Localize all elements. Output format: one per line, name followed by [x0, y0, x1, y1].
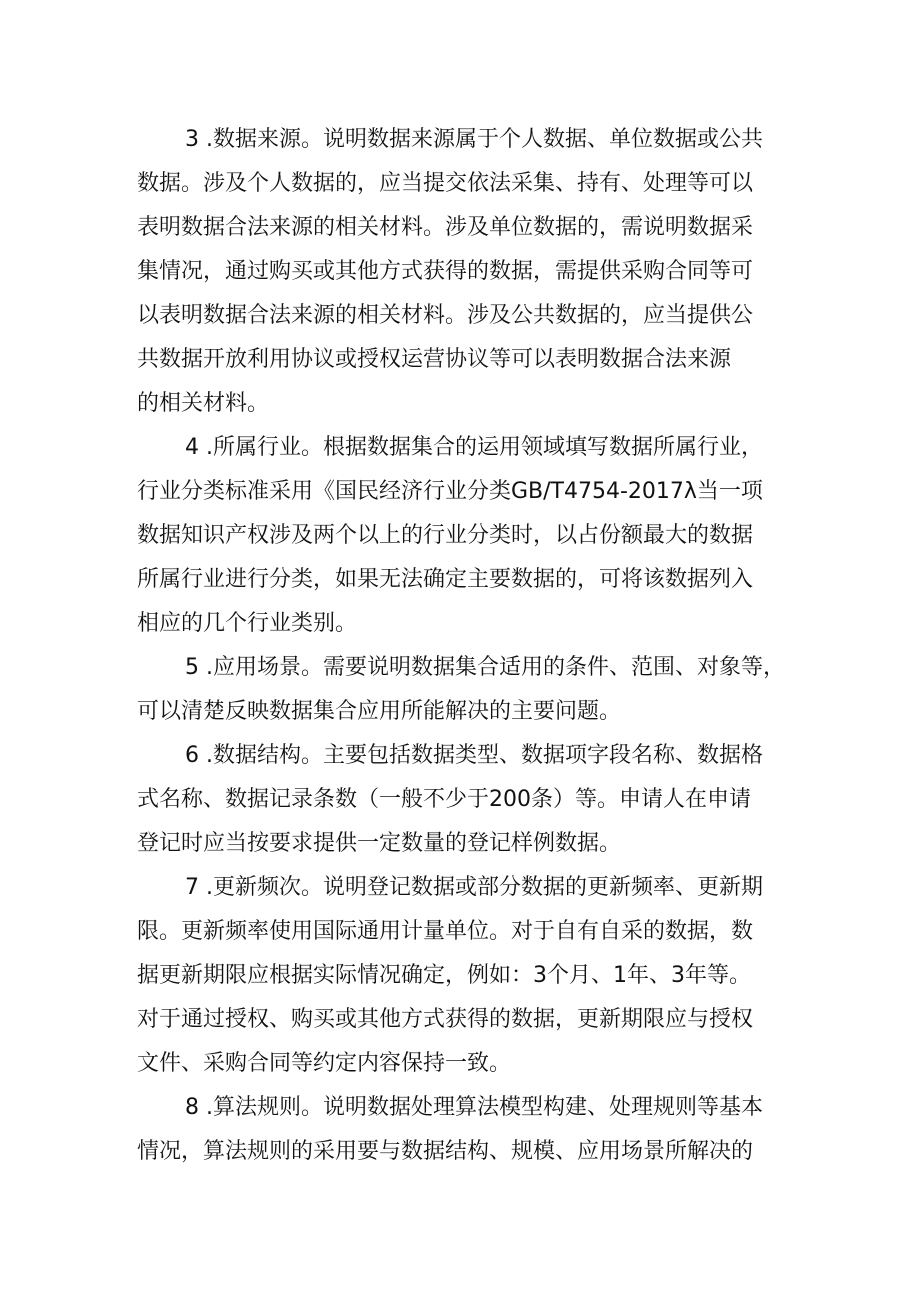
text-line: 表明数据合法来源的相关材料。涉及单位数据的，需说明数据采 [137, 215, 754, 240]
text-line: 的相关材料。 [137, 391, 270, 416]
paragraph [137, 646, 792, 734]
text-line: 可以清楚反映数据集合应用所能解决的主要问题。 [137, 699, 622, 724]
text-line: 对于通过授权、购买或其他方式获得的数据，更新期限应与授权 [137, 1007, 754, 1032]
text-line: 情况，算法规则的采用要与数据结构、规模、应用场景所解决的 [137, 1139, 754, 1164]
paragraph [137, 426, 792, 646]
paragraph [137, 1086, 792, 1174]
text-line: 式名称、数据记录条数（一般不少于200条）等。申请人在申请 [137, 787, 751, 812]
text-line: 登记时应当按要求提供一定数量的登记样例数据。 [137, 831, 622, 856]
text-line: 数据。涉及个人数据的，应当提交依法采集、持有、处理等可以 [137, 171, 754, 196]
paragraph [137, 734, 792, 866]
text-line: 4 .所属行业。根据数据集合的运用领域填写数据所属行业， [185, 435, 763, 460]
text-line: 3 .数据来源。说明数据来源属于个人数据、单位数据或公共 [185, 127, 763, 152]
text-line: 数据知识产权涉及两个以上的行业分类时，以占份额最大的数据 [137, 523, 754, 548]
text-line: 8 .算法规则。说明数据处理算法模型构建、处理规则等基本 [185, 1095, 763, 1120]
paragraph [137, 866, 792, 1086]
text-line: 据更新期限应根据实际情况确定，例如：3个月、1年、3年等。 [137, 963, 751, 988]
document-body [137, 118, 792, 1174]
text-line: 行业分类标准采用《国民经济行业分类GB/T4754-2017λ当一项 [137, 479, 763, 504]
text-line: 集情况，通过购买或其他方式获得的数据，需提供采购合同等可 [137, 259, 754, 284]
text-line: 6 .数据结构。主要包括数据类型、数据项字段名称、数据格 [185, 743, 763, 768]
text-line: 所属行业进行分类，如果无法确定主要数据的，可将该数据列入 [137, 567, 754, 592]
text-line: 文件、采购合同等约定内容保持一致。 [137, 1051, 512, 1076]
text-line: 7 .更新频次。说明登记数据或部分数据的更新频率、更新期 [185, 875, 763, 900]
text-line: 共数据开放利用协议或授权运营协议等可以表明数据合法来源 [137, 347, 732, 372]
text-line: 相应的几个行业类别。 [137, 611, 358, 636]
text-line: 限。更新频率使用国际通用计量单位。对于自有自采的数据，数 [137, 919, 754, 944]
text-line: 5 .应用场景。需要说明数据集合适用的条件、范围、对象等， [185, 655, 785, 680]
paragraph [137, 118, 792, 426]
text-line: 以表明数据合法来源的相关材料。涉及公共数据的，应当提供公 [137, 303, 754, 328]
